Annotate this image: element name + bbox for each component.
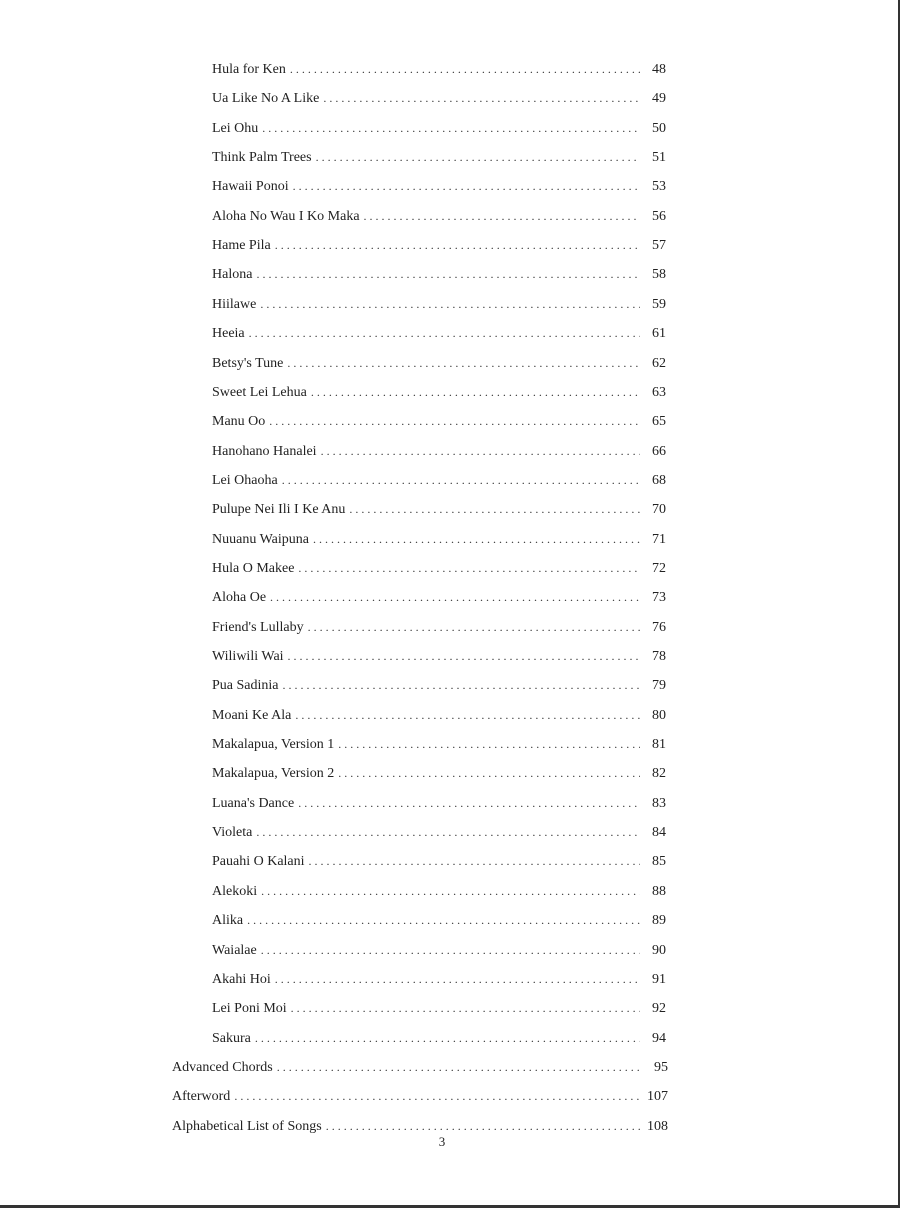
entry-page-number: 107	[647, 1089, 668, 1105]
entry-page-number: 59	[652, 296, 666, 312]
toc-song-entry	[212, 939, 666, 961]
toc-song-entry	[212, 410, 666, 432]
toc-song-entry	[212, 616, 666, 638]
entry-page-number: 76	[652, 619, 666, 635]
dot-leader	[247, 909, 640, 931]
entry-page-number: 78	[652, 649, 666, 664]
toc-song-entry	[212, 469, 666, 491]
entry-page-number: 81	[652, 737, 666, 753]
toc-song-entry	[212, 762, 666, 784]
entry-page-number: 48	[652, 62, 666, 77]
toc-song-entry	[212, 205, 666, 227]
toc-song-entry	[212, 586, 666, 608]
dot-leader	[323, 87, 640, 109]
entry-page-number: 65	[652, 414, 666, 430]
toc-song-entry	[212, 792, 666, 814]
entry-page-number: 51	[652, 150, 666, 166]
entry-title: Pulupe Nei Ili I Ke Anu	[212, 502, 346, 518]
entry-page-number: 66	[652, 443, 666, 459]
entry-title: Advanced Chords	[172, 1059, 273, 1075]
toc-song-entry	[212, 880, 666, 902]
entry-page-number: 82	[652, 766, 666, 782]
dot-leader	[249, 322, 640, 344]
dot-leader	[291, 997, 640, 1019]
dot-leader	[256, 821, 640, 843]
entry-title: Hawaii Ponoi	[212, 179, 289, 195]
entry-page-number: 71	[652, 531, 666, 547]
toc-song-entry	[212, 997, 666, 1019]
entry-page-number: 84	[652, 825, 666, 841]
entry-page-number: 85	[652, 854, 666, 870]
toc-song-entry	[212, 58, 666, 80]
dot-leader	[288, 645, 640, 667]
entry-title: Aloha No Wau I Ko Maka	[212, 208, 360, 224]
dot-leader	[338, 733, 640, 755]
entry-page-number: 57	[652, 238, 666, 254]
dot-leader	[255, 1027, 640, 1049]
entry-title: Alekoki	[212, 883, 258, 899]
dot-leader	[269, 410, 640, 432]
dot-leader	[283, 674, 641, 696]
toc-section-entry	[172, 1085, 668, 1107]
toc-song-entry	[212, 146, 666, 168]
toc-section-entry	[172, 1115, 668, 1137]
entry-page-number: 83	[652, 795, 666, 811]
dot-leader	[326, 1115, 642, 1137]
entry-title: Alphabetical List of Songs	[172, 1118, 322, 1134]
toc-song-entry	[212, 234, 666, 256]
entry-page-number: 70	[652, 502, 666, 518]
dot-leader	[275, 968, 640, 990]
entry-title: Hiilawe	[212, 296, 257, 312]
entry-title: Pauahi O Kalani	[212, 854, 305, 870]
entry-title: Sakura	[212, 1030, 251, 1046]
dot-leader	[293, 175, 640, 197]
toc-song-entry	[212, 557, 666, 579]
toc-section-entry	[172, 1056, 668, 1078]
toc-song-entry	[212, 968, 666, 990]
dot-leader	[290, 58, 640, 80]
entry-title: Betsy's Tune	[212, 355, 284, 371]
entry-title: Ua Like No A Like	[212, 91, 320, 107]
dot-leader	[277, 1056, 642, 1078]
dot-leader	[260, 293, 640, 315]
toc-song-entry	[212, 117, 666, 139]
entry-title: Nuuanu Waipuna	[212, 531, 309, 547]
toc-song-entry	[212, 850, 666, 872]
dot-leader	[308, 616, 640, 638]
toc-song-entry	[212, 381, 666, 403]
entry-page-number: 80	[652, 707, 666, 723]
entry-page-number: 91	[652, 971, 666, 987]
entry-page-number: 94	[652, 1030, 666, 1046]
entry-title: Lei Ohu	[212, 120, 259, 136]
toc-song-entry	[212, 645, 666, 667]
toc-song-entry	[212, 704, 666, 726]
entry-title: Afterword	[172, 1089, 231, 1105]
dot-leader	[338, 762, 640, 784]
entry-title: Halona	[212, 267, 253, 283]
dot-leader	[316, 146, 640, 168]
dot-leader	[321, 440, 640, 462]
dot-leader	[349, 498, 640, 520]
entry-title: Alika	[212, 913, 244, 929]
entry-page-number: 73	[652, 590, 666, 606]
toc-song-entry	[212, 909, 666, 931]
entry-title: Aloha Oe	[212, 590, 267, 606]
toc-song-entry	[212, 293, 666, 315]
entry-page-number: 50	[652, 120, 666, 136]
entry-title: Akahi Hoi	[212, 971, 271, 987]
entry-title: Heeia	[212, 326, 245, 342]
entry-title: Hula O Makee	[212, 560, 295, 576]
dot-leader	[287, 352, 640, 374]
entry-title: Moani Ke Ala	[212, 707, 292, 723]
entry-title: Pua Sadinia	[212, 678, 279, 694]
entry-title: Makalapua, Version 2	[212, 766, 335, 782]
entry-title: Lei Ohaoha	[212, 472, 278, 488]
dot-leader	[282, 469, 640, 491]
entry-title: Violeta	[212, 825, 253, 841]
toc-song-entry	[212, 674, 666, 696]
entry-page-number: 63	[652, 384, 666, 400]
entry-page-number: 62	[652, 355, 666, 371]
dot-leader	[262, 117, 640, 139]
toc-song-entry	[212, 528, 666, 550]
dot-leader	[364, 205, 640, 227]
entry-title: Hula for Ken	[212, 62, 286, 77]
entry-page-number: 95	[654, 1059, 668, 1075]
toc-song-entry	[212, 498, 666, 520]
entry-title: Manu Oo	[212, 414, 266, 430]
entry-title: Lei Poni Moi	[212, 1001, 287, 1017]
toc-song-entry	[212, 440, 666, 462]
entry-title: Makalapua, Version 1	[212, 737, 335, 753]
dot-leader	[275, 234, 640, 256]
dot-leader	[234, 1085, 642, 1107]
entry-page-number: 88	[652, 883, 666, 899]
dot-leader	[261, 939, 640, 961]
entry-page-number: 61	[652, 326, 666, 342]
toc-song-entry	[212, 175, 666, 197]
entry-page-number: 92	[652, 1001, 666, 1017]
toc-song-entry	[212, 322, 666, 344]
dot-leader	[298, 557, 640, 579]
entry-page-number: 90	[652, 942, 666, 958]
dot-leader	[309, 850, 640, 872]
entry-page-number: 79	[652, 678, 666, 694]
entry-page-number: 89	[652, 913, 666, 929]
toc-song-entry	[212, 1027, 666, 1049]
entry-page-number: 68	[652, 472, 666, 488]
entry-title: Friend's Lullaby	[212, 619, 304, 635]
entry-title: Waialae	[212, 942, 257, 958]
toc-song-entry	[212, 87, 666, 109]
toc-song-entry	[212, 263, 666, 285]
entry-title: Think Palm Trees	[212, 150, 312, 166]
dot-leader	[270, 586, 640, 608]
entry-title: Hame Pila	[212, 238, 271, 254]
entry-page-number: 58	[652, 267, 666, 283]
dot-leader	[298, 792, 640, 814]
dot-leader	[313, 528, 640, 550]
page-number: 3	[438, 1134, 446, 1149]
dot-leader	[261, 880, 640, 902]
dot-leader	[295, 704, 640, 726]
entry-title: Wiliwili Wai	[212, 649, 284, 664]
toc-song-entry	[212, 352, 666, 374]
entry-page-number: 56	[652, 208, 666, 224]
entry-page-number: 72	[652, 560, 666, 576]
entry-page-number: 53	[652, 179, 666, 195]
dot-leader	[256, 263, 640, 285]
entry-title: Hanohano Hanalei	[212, 443, 317, 459]
entry-page-number: 108	[647, 1118, 668, 1134]
entry-title: Luana's Dance	[212, 795, 295, 811]
toc-song-entry	[212, 821, 666, 843]
dot-leader	[311, 381, 640, 403]
entry-page-number: 49	[652, 91, 666, 107]
entry-title: Sweet Lei Lehua	[212, 384, 307, 400]
toc-song-entry	[212, 733, 666, 755]
